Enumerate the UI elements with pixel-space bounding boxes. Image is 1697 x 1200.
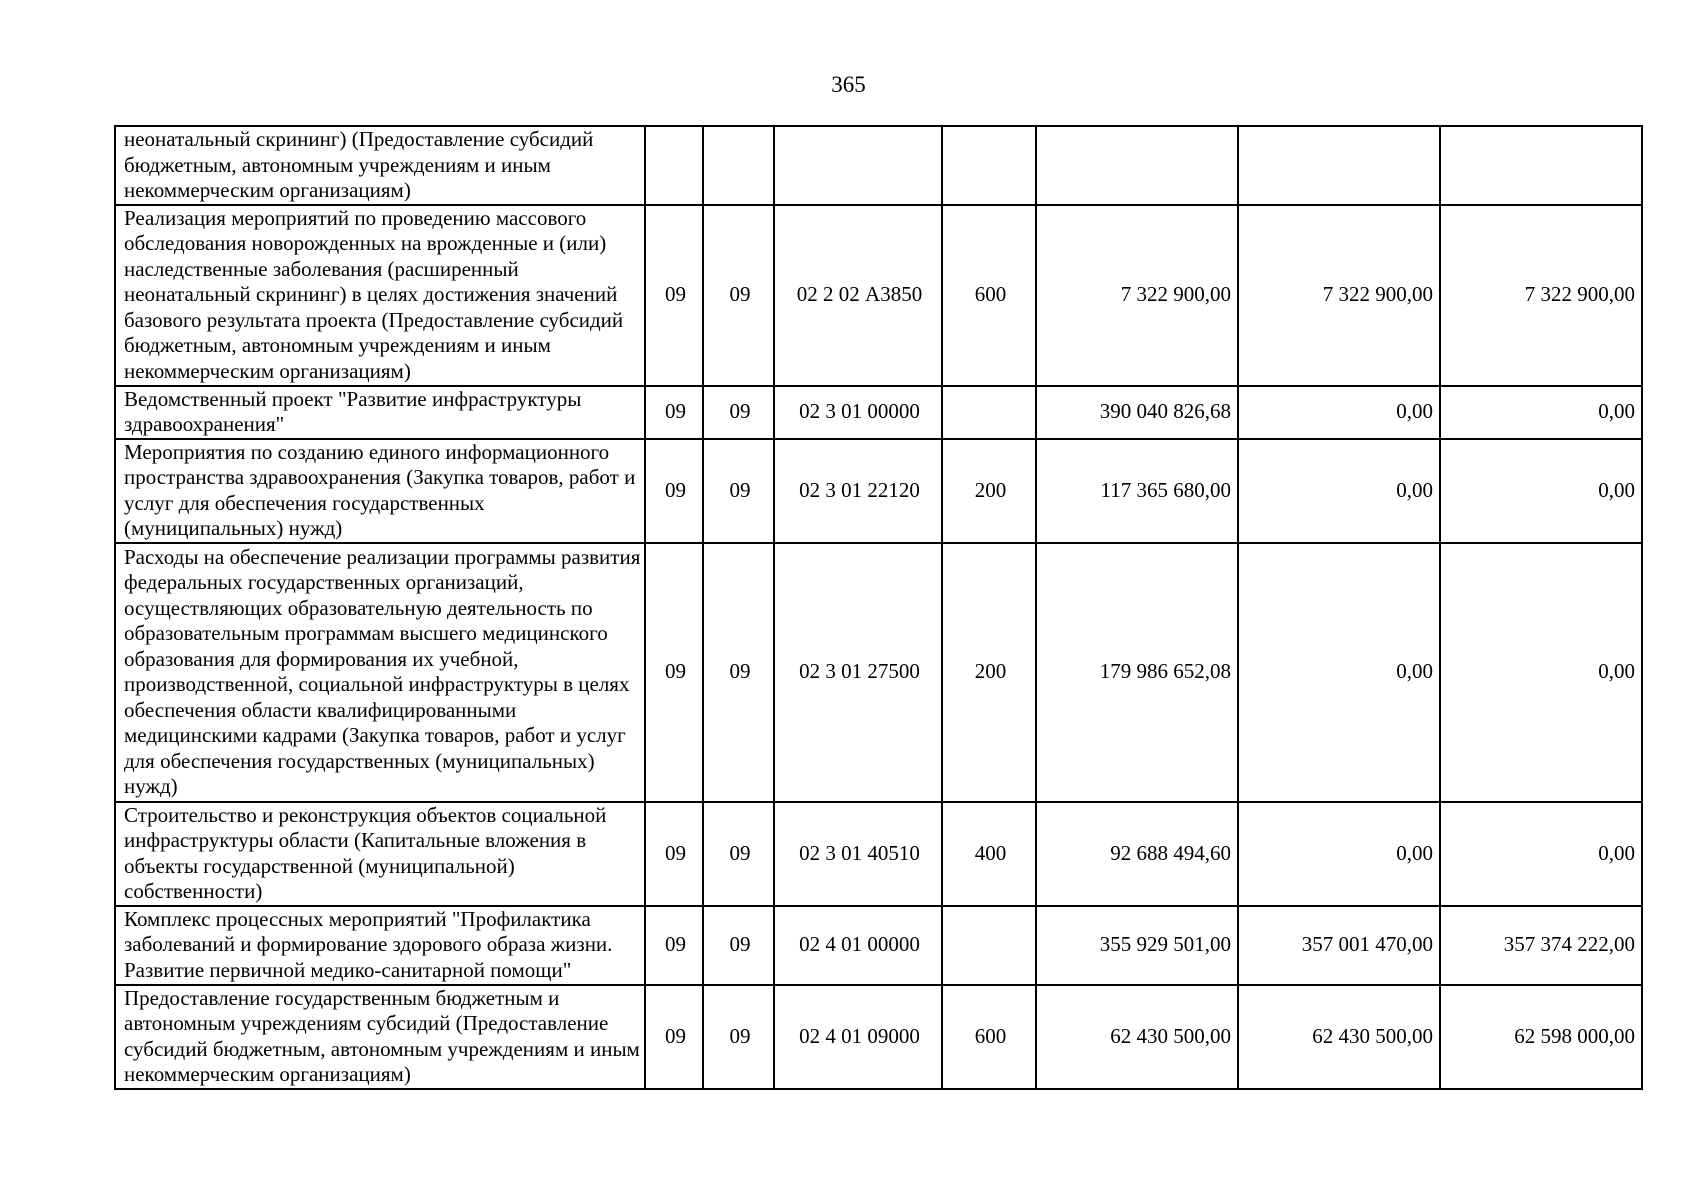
amount-year2-cell: 357 001 470,00: [1238, 906, 1440, 985]
section-code-cell: 09: [645, 802, 703, 906]
target-article-cell: 02 4 01 00000: [774, 906, 942, 985]
expense-type-cell: 600: [942, 985, 1036, 1089]
target-article-cell: 02 3 01 40510: [774, 802, 942, 906]
target-article-cell: [774, 126, 942, 205]
amount-year2-cell: 0,00: [1238, 802, 1440, 906]
expense-type-cell: 400: [942, 802, 1036, 906]
expense-type-cell: [942, 906, 1036, 985]
row-name-cell: Мероприятия по созданию единого информационного пространства здравоохранения (Закупка товаров, работ и услуг для обеспечения государственных (муниципальных) нужд): [115, 439, 645, 543]
amount-year3-cell: 0,00: [1440, 439, 1642, 543]
amount-year1-cell: [1036, 126, 1238, 205]
table-row: [115, 386, 1642, 439]
amount-year1-cell: 390 040 826,68: [1036, 386, 1238, 439]
amount-year2-cell: [1238, 126, 1440, 205]
row-name-cell: Ведомственный проект "Развитие инфраструктуры здравоохранения": [115, 386, 645, 439]
subsection-code-cell: 09: [703, 543, 774, 802]
amount-year3-cell: 7 322 900,00: [1440, 205, 1642, 386]
section-code-cell: 09: [645, 205, 703, 386]
target-article-cell: 02 3 01 22120: [774, 439, 942, 543]
amount-year1-cell: 117 365 680,00: [1036, 439, 1238, 543]
amount-year2-cell: 7 322 900,00: [1238, 205, 1440, 386]
section-code-cell: 09: [645, 439, 703, 543]
amount-year1-cell: 92 688 494,60: [1036, 802, 1238, 906]
table-row: [115, 985, 1642, 1089]
section-code-cell: 09: [645, 386, 703, 439]
expense-type-cell: [942, 126, 1036, 205]
row-name-cell: неонатальный скрининг) (Предоставление субсидий бюджетным, автономным учреждениям и иным некоммерческим организациям): [115, 126, 645, 205]
subsection-code-cell: 09: [703, 802, 774, 906]
amount-year1-cell: 62 430 500,00: [1036, 985, 1238, 1089]
amount-year3-cell: [1440, 126, 1642, 205]
amount-year2-cell: 0,00: [1238, 439, 1440, 543]
row-name-cell: Реализация мероприятий по проведению массового обследования новорожденных на врожденные и (или) наследственные заболевания (расширенный неонатальный скрининг) в целях достижения значений базового результата проекта (Предоставление субсидий бюджетным, автономным учреждениям и иным некоммерческим организациям): [115, 205, 645, 386]
amount-year1-cell: 355 929 501,00: [1036, 906, 1238, 985]
amount-year2-cell: 62 430 500,00: [1238, 985, 1440, 1089]
section-code-cell: 09: [645, 906, 703, 985]
target-article-cell: 02 2 02 А3850: [774, 205, 942, 386]
section-code-cell: 09: [645, 543, 703, 802]
subsection-code-cell: 09: [703, 985, 774, 1089]
amount-year3-cell: 0,00: [1440, 802, 1642, 906]
subsection-code-cell: 09: [703, 386, 774, 439]
amount-year2-cell: 0,00: [1238, 543, 1440, 802]
table-row: [115, 439, 1642, 543]
subsection-code-cell: 09: [703, 205, 774, 386]
subsection-code-cell: 09: [703, 906, 774, 985]
budget-table: [114, 125, 1643, 1090]
amount-year3-cell: 0,00: [1440, 386, 1642, 439]
section-code-cell: [645, 126, 703, 205]
target-article-cell: 02 3 01 00000: [774, 386, 942, 439]
amount-year3-cell: 62 598 000,00: [1440, 985, 1642, 1089]
expense-type-cell: 600: [942, 205, 1036, 386]
amount-year3-cell: 357 374 222,00: [1440, 906, 1642, 985]
row-name-cell: Предоставление государственным бюджетным и автономным учреждениям субсидий (Предоставление субсидий бюджетным, автономным учреждениям и иным некоммерческим организациям): [115, 985, 645, 1089]
row-name-cell: Расходы на обеспечение реализации программы развития федеральных государственных организаций, осуществляющих образовательную деятельность по образовательным программам высшего медицинского образования для формирования их учебной, производственной, социальной инфраструктуры в целях обеспечения области квалифицированными медицинскими кадрами (Закупка товаров, работ и услуг для обеспечения государственных (муниципальных) нужд): [115, 543, 645, 802]
row-name-cell: Комплекс процессных мероприятий "Профилактика заболеваний и формирование здорового образа жизни. Развитие первичной медико-санитарной помощи": [115, 906, 645, 985]
table-row: [115, 543, 1642, 802]
subsection-code-cell: 09: [703, 439, 774, 543]
target-article-cell: 02 4 01 09000: [774, 985, 942, 1089]
amount-year1-cell: 7 322 900,00: [1036, 205, 1238, 386]
target-article-cell: 02 3 01 27500: [774, 543, 942, 802]
table-row: [115, 126, 1642, 205]
subsection-code-cell: [703, 126, 774, 205]
expense-type-cell: 200: [942, 543, 1036, 802]
amount-year1-cell: 179 986 652,08: [1036, 543, 1238, 802]
row-name-cell: Строительство и реконструкция объектов социальной инфраструктуры области (Капитальные вложения в объекты государственной (муниципальной) собственности): [115, 802, 645, 906]
table-row: [115, 802, 1642, 906]
section-code-cell: 09: [645, 985, 703, 1089]
table-row: [115, 205, 1642, 386]
table-row: [115, 906, 1642, 985]
expense-type-cell: 200: [942, 439, 1036, 543]
expense-type-cell: [942, 386, 1036, 439]
amount-year2-cell: 0,00: [1238, 386, 1440, 439]
amount-year3-cell: 0,00: [1440, 543, 1642, 802]
page-number: 365: [831, 72, 866, 97]
